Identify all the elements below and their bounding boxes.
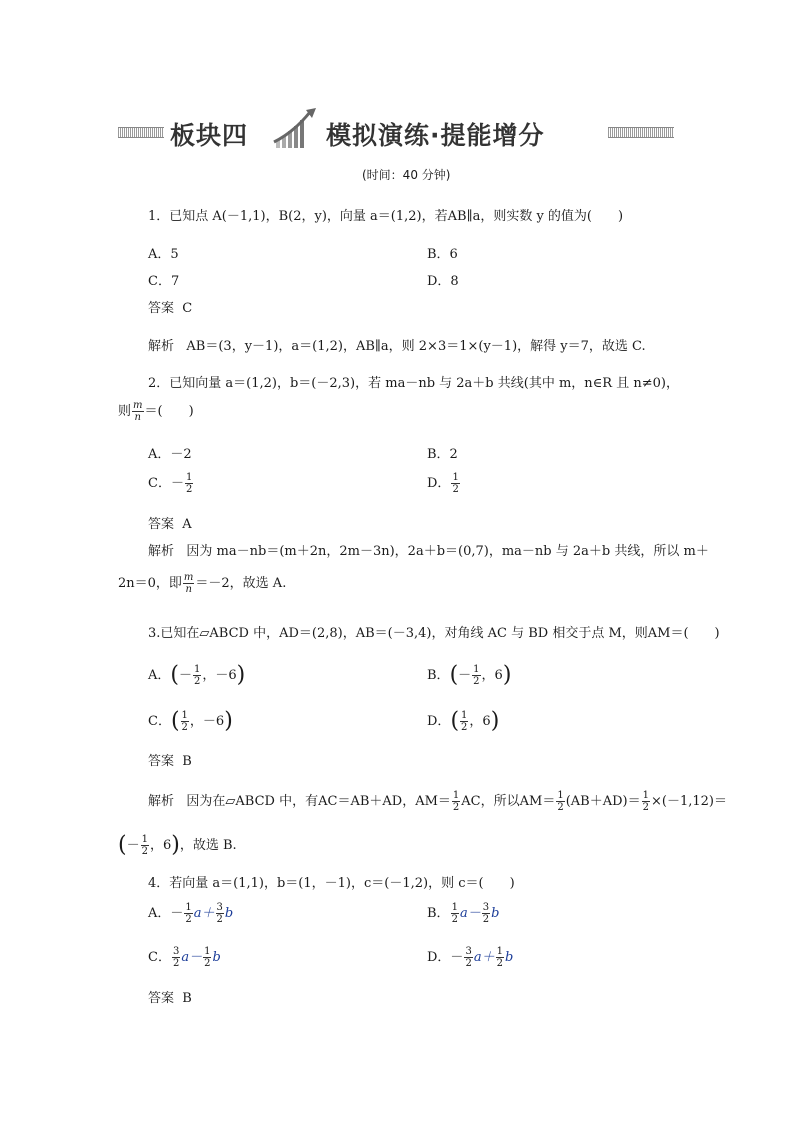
denominator: n	[134, 412, 141, 423]
q2-analysis-line2	[118, 572, 286, 595]
q1-answer	[148, 297, 192, 316]
vector-term: b	[212, 950, 221, 965]
sign: －	[178, 668, 192, 683]
fraction-m-over-n	[132, 400, 143, 423]
analysis-part: ，6	[149, 838, 172, 853]
option-label: C．	[148, 714, 171, 729]
section-banner	[118, 110, 674, 154]
vector-term: b	[504, 950, 514, 965]
denominator: 2	[216, 914, 223, 925]
paren-open: (	[118, 832, 127, 858]
q2-stem-line2	[118, 400, 194, 423]
fraction-half	[451, 472, 459, 495]
numerator: 1	[461, 710, 468, 721]
denominator: 2	[141, 846, 148, 857]
rising-bars-icon	[270, 106, 322, 150]
option-label: D．	[427, 476, 451, 491]
paren-open: (	[449, 662, 459, 688]
q1-option-b: B．6	[427, 247, 458, 262]
analysis-part: 因为在▱ABCD 中，有AC＝AB＋AD，AM＝	[186, 794, 451, 809]
numerator: 1	[185, 472, 193, 483]
denominator: 2	[473, 676, 480, 687]
numerator: 1	[557, 790, 564, 801]
denominator: 2	[204, 958, 211, 969]
q2-analysis	[148, 540, 709, 559]
fraction-m-over-n	[183, 572, 194, 595]
fraction-three-halves	[216, 902, 224, 925]
answer-label: 答案	[148, 301, 175, 316]
q4-option-b	[427, 902, 499, 925]
q3-option-a	[148, 664, 245, 687]
numerator: 1	[452, 790, 460, 801]
numerator: 3	[216, 902, 223, 913]
option-label: C．－	[148, 476, 184, 491]
fraction-half	[642, 790, 650, 813]
q4-answer	[148, 987, 192, 1006]
denominator: 2	[482, 914, 490, 925]
fraction-three-halves	[482, 902, 490, 925]
option-rest: ，6	[481, 668, 503, 683]
fraction-half	[203, 946, 211, 969]
option-label: A．	[148, 668, 171, 683]
option-label: D．	[427, 714, 451, 729]
numerator: m	[133, 400, 143, 411]
q3-analysis	[148, 790, 727, 813]
denominator: 2	[451, 914, 458, 925]
q4-option-a	[148, 902, 233, 925]
q3-answer	[148, 750, 192, 769]
q4-stem: 4．若向量 a＝(1,1)，b＝(1，－1)，c＝(－1,2)，则 c＝( )	[148, 876, 515, 891]
numerator: 3	[465, 946, 472, 957]
numerator: 1	[642, 790, 649, 801]
numerator: 3	[482, 902, 490, 913]
banner-right-title: 模拟演练·提能增分	[326, 121, 545, 150]
numerator: 3	[172, 946, 180, 957]
analysis-text: 因为 ma－nb＝(m＋2n，2m－3n)，2a＋b＝(0,7)，ma－nb 与 2a＋b 共线，所以 m＋	[186, 544, 709, 559]
analysis-part: (AB＋AD)＝	[565, 794, 641, 809]
paren-close: )	[490, 708, 500, 734]
fraction-half	[451, 902, 459, 925]
analysis-text: AB＝(3，y－1)，a＝(1,2)，AB∥a，则 2×3＝1×(y－1)，解得 y＝7，故选 C.	[186, 339, 646, 354]
numerator: 1	[496, 946, 503, 957]
q2-option-d	[427, 472, 461, 495]
numerator: 1	[181, 710, 188, 721]
paren-close: )	[502, 662, 512, 688]
q1-option-d: D．8	[427, 274, 459, 289]
numerator: m	[183, 572, 194, 583]
q3-stem: 3.已知在▱ABCD 中，AD＝(2,8)，AB＝(－3,4)，对角线 AC 与 BD 相交于点 M，则AM＝( )	[148, 626, 720, 641]
option-label: B．	[427, 906, 450, 921]
paren-close: )	[171, 832, 180, 858]
fraction-half	[556, 790, 564, 813]
q4-option-d	[427, 946, 513, 969]
analysis-label: 解析	[148, 544, 175, 559]
denominator: 2	[185, 914, 192, 925]
denominator: 2	[465, 958, 472, 969]
fraction-half	[496, 946, 504, 969]
q2-stem2-pre: 则	[118, 404, 132, 419]
sign: －	[458, 668, 472, 683]
q3-option-c	[148, 710, 233, 733]
q3-option-b	[427, 664, 511, 687]
paren-open: (	[170, 662, 179, 688]
option-label: B．	[427, 668, 450, 683]
analysis-part: ×(－1,12)＝	[650, 794, 727, 809]
analysis-label: 解析	[148, 794, 175, 809]
vector-term: a＋	[473, 950, 495, 965]
fraction-half	[193, 664, 201, 687]
q1-option-a: A．5	[148, 247, 179, 262]
analysis2-post: ＝－2，故选 A.	[195, 576, 287, 591]
answer-label: 答案	[148, 517, 175, 532]
q2-option-a: A．－2	[148, 447, 192, 462]
option-label: D．－	[427, 950, 464, 965]
option-rest: ，6	[469, 714, 491, 729]
denominator: 2	[452, 802, 460, 813]
q2-option-c	[148, 472, 194, 495]
fraction-half	[184, 902, 192, 925]
paren-close: )	[236, 662, 246, 688]
denominator: 2	[461, 722, 468, 733]
option-rest: ，－6	[202, 668, 237, 683]
analysis-part: AC，所以AM＝	[461, 794, 556, 809]
analysis2-pre: 2n＝0，即	[118, 576, 182, 591]
denominator: 2	[496, 958, 503, 969]
numerator: 1	[194, 664, 201, 675]
q2-answer	[148, 513, 192, 532]
option-label: A．－	[148, 906, 184, 921]
q1-option-c: C．7	[148, 274, 180, 289]
sign: －	[126, 838, 140, 853]
time-limit: (时间：40 分钟)	[362, 168, 451, 182]
fraction-three-halves	[464, 946, 472, 969]
answer-value: B	[182, 991, 192, 1006]
paren-open: (	[450, 708, 460, 734]
answer-label: 答案	[148, 754, 175, 769]
q2-stem: 2．已知向量 a＝(1,2)，b＝(－2,3)，若 ma－nb 与 2a＋b 共线(其中 m，n∈R 且 n≠0)，	[148, 376, 679, 391]
fraction-half	[472, 664, 480, 687]
answer-value: A	[182, 517, 192, 532]
fraction-half	[452, 790, 460, 813]
vector-term: a－	[181, 950, 203, 965]
analysis-part: ，故选 B.	[179, 838, 237, 853]
denominator: 2	[452, 484, 459, 495]
q2-stem2-post: ＝( )	[144, 404, 194, 419]
banner-left-rule	[118, 127, 164, 138]
numerator: 1	[204, 946, 211, 957]
q1-analysis	[148, 335, 646, 354]
numerator: 1	[451, 902, 458, 913]
numerator: 1	[141, 834, 148, 845]
option-rest: ，－6	[189, 714, 225, 729]
answer-value: B	[182, 754, 192, 769]
banner-left-title: 板块四	[170, 121, 249, 150]
banner-right-rule	[608, 127, 674, 138]
answer-value: C	[182, 301, 193, 316]
fraction-three-halves	[172, 946, 180, 969]
option-label: C．	[148, 950, 171, 965]
vector-term: a－	[459, 906, 481, 921]
denominator: 2	[172, 958, 180, 969]
fraction-half	[185, 472, 193, 495]
vector-term: a＋	[193, 906, 215, 921]
numerator: 1	[185, 902, 192, 913]
q2-option-b: B．2	[427, 447, 458, 462]
paren-open: (	[170, 708, 180, 734]
denominator: 2	[557, 802, 564, 813]
fraction-half	[181, 710, 189, 733]
q3-analysis-line2	[118, 834, 237, 857]
denominator: 2	[181, 722, 188, 733]
numerator: 1	[473, 664, 480, 675]
vector-term: b	[224, 906, 234, 921]
denominator: 2	[185, 484, 193, 495]
denominator: 2	[194, 676, 201, 687]
paren-close: )	[224, 708, 233, 734]
denominator: 2	[642, 802, 649, 813]
q4-option-c	[148, 946, 221, 969]
q3-option-d	[427, 710, 499, 733]
fraction-half	[141, 834, 149, 857]
q1-stem: 1．已知点 A(－1,1)，B(2，y)，向量 a＝(1,2)，若AB∥a，则实数 y 的值为( )	[148, 209, 624, 224]
vector-term: b	[491, 906, 500, 921]
denominator: n	[185, 584, 192, 595]
answer-label: 答案	[148, 991, 175, 1006]
analysis-label: 解析	[148, 339, 175, 354]
fraction-half	[460, 710, 468, 733]
numerator: 1	[452, 472, 459, 483]
